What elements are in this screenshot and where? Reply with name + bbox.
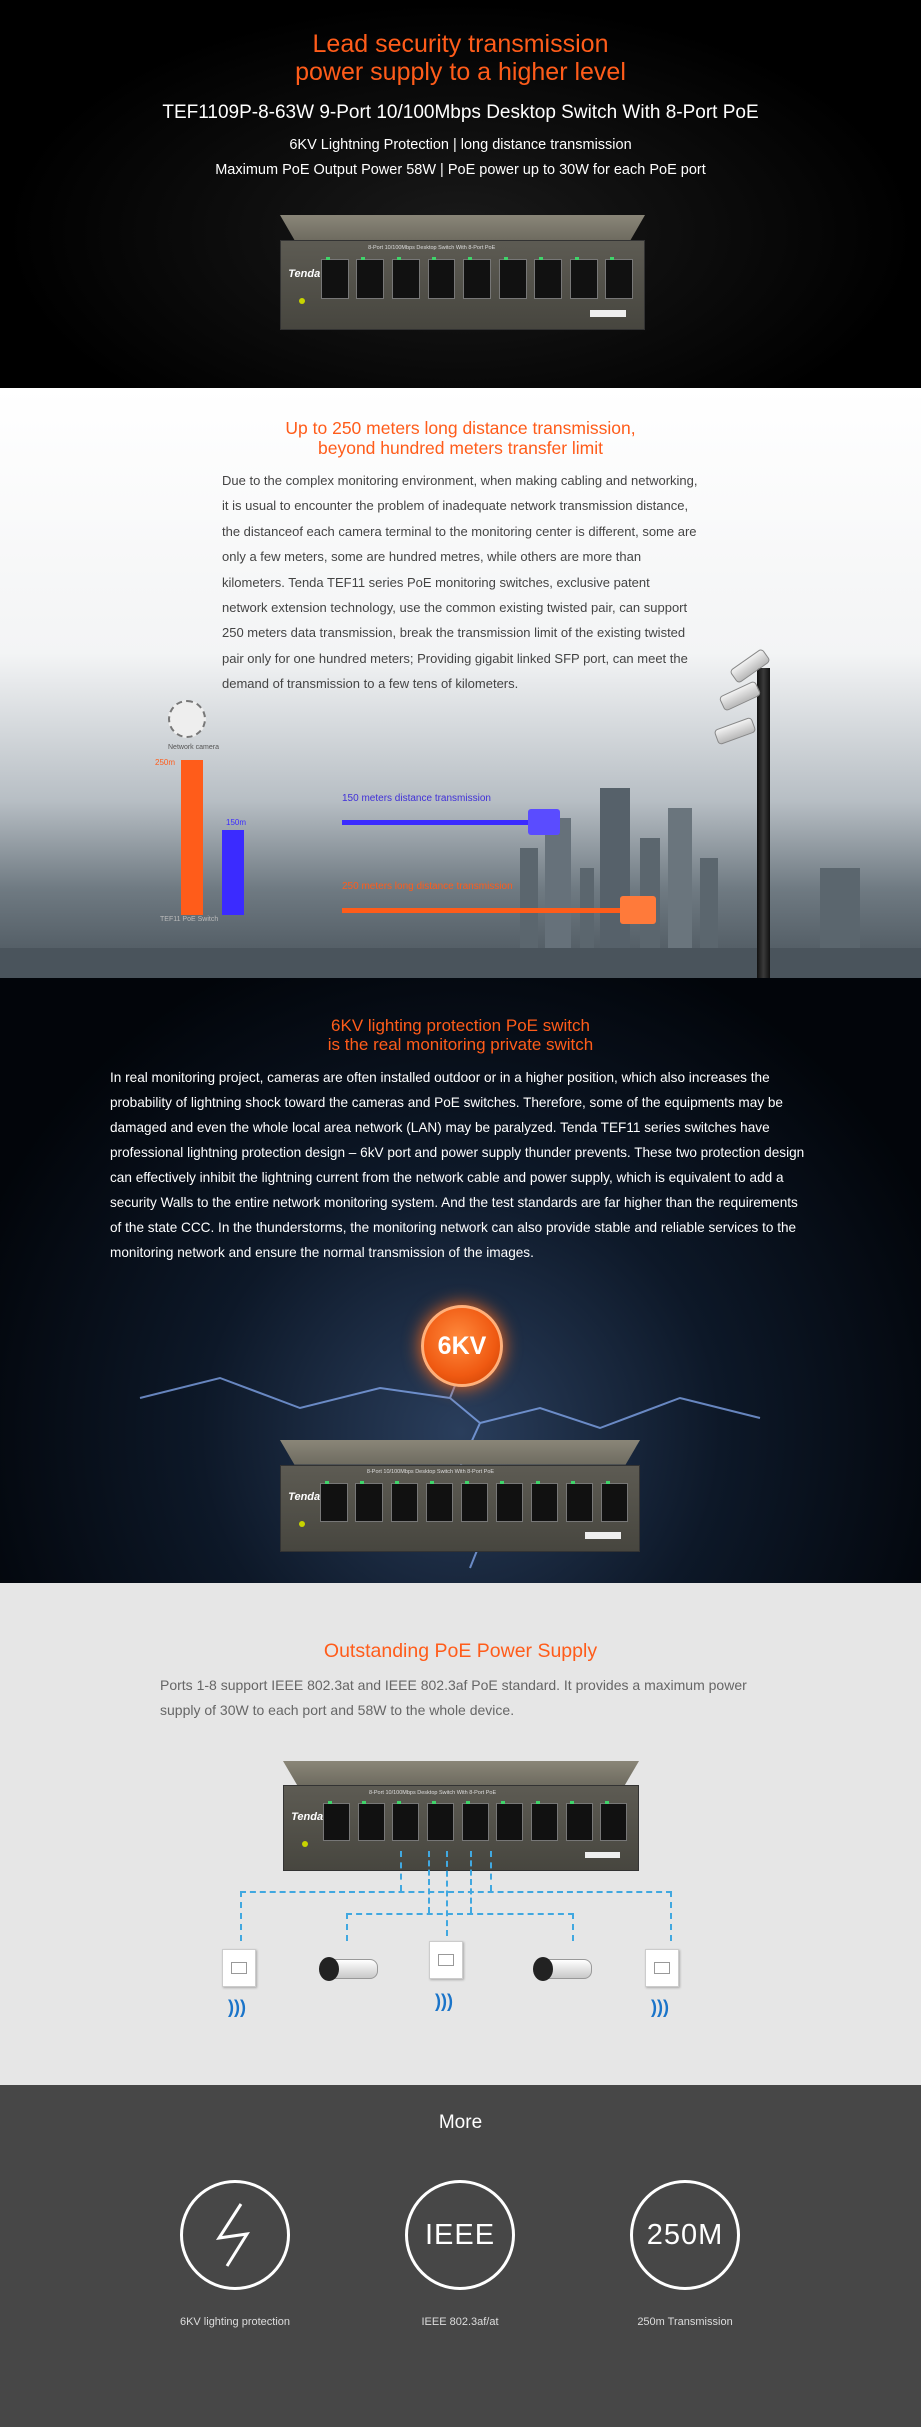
hero-section xyxy=(0,0,921,388)
more-title: More xyxy=(438,2112,483,2133)
bullet-camera-icon xyxy=(326,1959,378,1979)
switch-image xyxy=(280,1440,640,1552)
cable-150m-label: 150 meters distance transmission xyxy=(342,793,491,804)
6kv-badge: 6KV xyxy=(421,1305,503,1387)
more-item-label-lightning: 6KV lighting protection xyxy=(179,2316,291,2328)
switch-logo: Tenda xyxy=(291,1811,324,1824)
distance-title-line-1: Up to 250 meters long distance transmission, xyxy=(285,418,636,438)
wifi-icon: ))) xyxy=(651,1997,669,2017)
lightning-title-line-1: 6KV lighting protection PoE switch xyxy=(331,1016,590,1035)
switch-logo: Tenda xyxy=(288,1491,321,1504)
lightning-bolt-icon xyxy=(207,2200,263,2270)
switch-image xyxy=(280,215,645,330)
lightning-title-line-2: is the real monitoring private switch xyxy=(327,1035,594,1054)
camera-pole xyxy=(757,668,770,978)
more-item-label-distance: 250m Transmission xyxy=(637,2316,733,2328)
ieee-icon xyxy=(405,2180,515,2290)
bar-axis-caption: TEF11 PoE Switch xyxy=(160,916,219,923)
product-name: TEF1109P-8-63W 9-Port 10/100Mbps Desktop Switch With 8-Port PoE xyxy=(162,102,759,123)
bar-150m xyxy=(222,830,244,915)
bar-150m-label: 150m xyxy=(226,818,247,827)
lightning-paragraph: In real monitoring project, cameras are often installed outdoor or in a higher position, which also increases the probability of lightning shock toward the cameras and PoE switches. Therefore, some of the equipments may be damaged and even the whole local area network (LAN) may be paralyzed. Tenda TEF11 series switches have professional lightning protection design – 6kV port and power supply thunder prevents. These two protection design can effectively inhibit the lightning current from the network cable and power supply, which is equivalent to add a security Walls to the entire network monitoring system. And the test standards are far higher than the requirements of the state CCC. In the thunderstorms, the monitoring network can also provide stable and reliable services to the monitoring network and ensure the normal transmission of the images. xyxy=(110,1070,805,1260)
more-section xyxy=(0,2085,921,2427)
switch-image xyxy=(283,1761,639,1871)
switch-model-label: 8-Port 10/100Mbps Desktop Switch With 8-Port PoE xyxy=(368,1789,497,1796)
distance-section xyxy=(0,388,921,978)
hero-title-line-1: Lead security transmission xyxy=(312,30,609,58)
rj45-blue-icon xyxy=(528,809,560,835)
wireless-ap-icon xyxy=(222,1949,256,1987)
hero-title-line-2: power supply to a higher level xyxy=(295,58,626,86)
cctv-camera-icon xyxy=(713,717,756,746)
connection-line xyxy=(670,1891,672,1941)
wireless-ap-icon xyxy=(429,1941,463,1979)
connection-line xyxy=(470,1851,472,1913)
switch-model-label: 8-Port 10/100Mbps Desktop Switch With 8-Port PoE xyxy=(366,1469,495,1476)
distance-icon-text: 250M xyxy=(646,2218,724,2251)
wireless-ap-icon xyxy=(645,1949,679,1987)
distance-title-line-2: beyond hundred meters transfer limit xyxy=(318,438,603,458)
bullet-camera-icon xyxy=(540,1959,592,1979)
connection-line xyxy=(346,1913,348,1941)
distance-paragraph: Due to the complex monitoring environment, when making cabling and networking, it is usual to encounter the problem of inadequate network transmission distance, the distanceof each camera terminal to the monitoring center is different, some are only a few meters, some are hundred metres, while others are more than kilometers. Tenda TEF11 series PoE monitoring switches, exclusive patent network extension technology, use the common existing twisted pair, can support 250 meters data transmission, break the transmission limit of the existing twisted pair only for one hundred meters; Providing gigabit linked SFP port, can meet the demand of transmission to a few tens of kilometers. xyxy=(222,473,698,692)
more-item-label-ieee: IEEE 802.3af/at xyxy=(421,2316,499,2328)
lightning-icon xyxy=(180,2180,290,2290)
connection-line xyxy=(446,1851,448,1936)
feature-line-2: Maximum PoE Output Power 58W | PoE power up to 30W for each PoE port xyxy=(215,162,706,178)
cable-150m xyxy=(342,820,532,825)
cable-250m xyxy=(342,908,624,913)
rj45-orange-icon xyxy=(620,896,656,924)
cctv-camera-icon xyxy=(718,680,761,711)
cable-250m-label: 250 meters long distance transmission xyxy=(342,881,513,892)
wifi-icon: ))) xyxy=(435,1991,453,2011)
switch-model-label: 8-Port 10/100Mbps Desktop Switch With 8-Port PoE xyxy=(368,244,496,251)
switch-logo: Tenda xyxy=(288,267,321,280)
connection-line xyxy=(490,1851,492,1891)
bar-250m-label: 250m xyxy=(155,758,176,767)
hero-title xyxy=(0,30,921,86)
connection-line xyxy=(346,1913,574,1915)
distance-icon xyxy=(630,2180,740,2290)
connection-line xyxy=(240,1891,672,1893)
ieee-icon-text: IEEE xyxy=(424,2218,496,2251)
connection-line xyxy=(572,1913,574,1941)
poe-title: Outstanding PoE Power Supply xyxy=(323,1640,598,1662)
camera-caption: Network camera xyxy=(168,744,219,751)
connection-line xyxy=(400,1851,402,1891)
feature-line-1: 6KV Lightning Protection | long distance transmission xyxy=(289,137,632,153)
poe-paragraph: Ports 1-8 support IEEE 802.3at and IEEE 802.3af PoE standard. It provides a maximum power supply of 30W to each port and 58W to the whole device. xyxy=(160,1677,747,1718)
bar-250m xyxy=(181,760,203,915)
poe-section xyxy=(0,1583,921,2085)
distance-title xyxy=(0,418,921,458)
wifi-icon: ))) xyxy=(228,1997,246,2017)
connection-line xyxy=(240,1891,242,1941)
dome-camera-icon xyxy=(168,700,206,738)
lightning-section xyxy=(0,978,921,1583)
connection-line xyxy=(428,1851,430,1913)
